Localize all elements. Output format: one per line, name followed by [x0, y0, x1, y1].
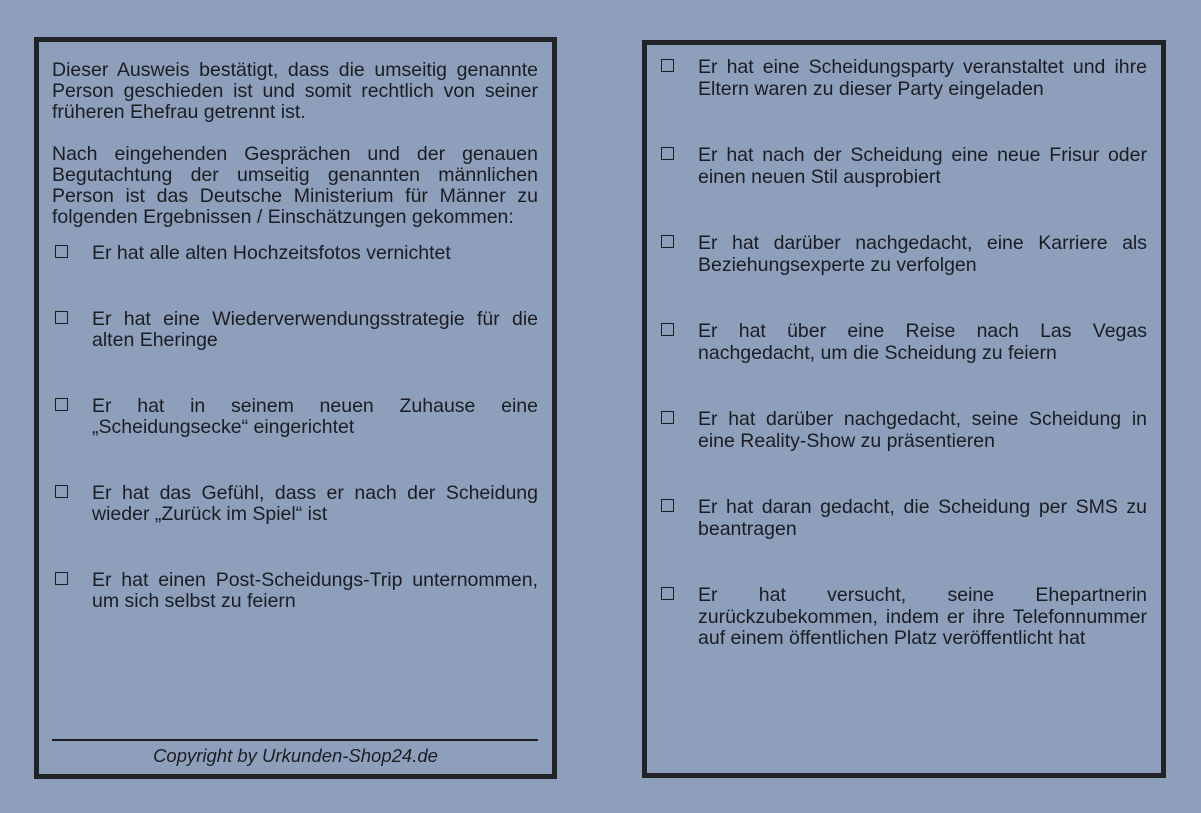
checklist-item[interactable] [658, 497, 1147, 540]
checkbox-icon[interactable] [661, 499, 674, 512]
checklist-item[interactable] [52, 570, 538, 613]
checkbox-icon[interactable] [55, 485, 68, 498]
copyright-notice: Copyright by Urkunden-Shop24.de [153, 745, 438, 766]
left-card [34, 37, 557, 779]
checkbox-icon[interactable] [55, 398, 68, 411]
intro-paragraph-1: Dieser Ausweis bestätigt, dass die umseitig genannte Person geschieden ist und somit rechtlich von seiner früheren Ehefrau getrennt ist. [52, 59, 538, 123]
checklist-item-label: Er hat darüber nachgedacht, eine Karriere als Beziehungsexperte zu verfolgen [698, 232, 1147, 276]
checklist-item-label: Er hat das Gefühl, dass er nach der Scheidung wieder „Zurück im Spiel“ ist [92, 481, 538, 525]
checklist-item[interactable] [52, 243, 538, 265]
checklist-item-label: Er hat versucht, seine Ehepartnerin zurückzubekommen, indem er ihre Telefonnummer auf einem öffentlichen Platz veröffentlicht hat [698, 584, 1147, 649]
checklist-item[interactable] [52, 396, 538, 439]
checklist-item-label: Er hat über eine Reise nach Las Vegas nachgedacht, um die Scheidung zu feiern [698, 320, 1147, 364]
right-card [642, 40, 1166, 778]
checklist-item-label: Er hat in seinem neuen Zuhause eine „Scheidungsecke“ eingerichtet [92, 394, 538, 438]
checkbox-icon[interactable] [661, 235, 674, 248]
checklist-item-label: Er hat darüber nachgedacht, seine Scheidung in eine Reality-Show zu präsentieren [698, 408, 1147, 452]
checklist-item[interactable] [658, 585, 1147, 650]
checklist-item-label: Er hat nach der Scheidung eine neue Frisur oder einen neuen Stil ausprobiert [698, 144, 1147, 188]
intro-paragraph-2: Nach eingehenden Gesprächen und der genauen Begutachtung der umseitig genannten männlichen Person ist das Deutsche Ministerium für Männer zu folgenden Ergebnissen / Einschätzungen gekommen: [52, 143, 538, 228]
checklist-item[interactable] [52, 309, 538, 352]
checkbox-icon[interactable] [661, 587, 674, 600]
checklist-item[interactable] [658, 321, 1147, 364]
left-checklist [52, 243, 538, 613]
checkbox-icon[interactable] [55, 572, 68, 585]
footer-divider [52, 739, 538, 741]
checklist-item[interactable] [52, 483, 538, 526]
checklist-item[interactable] [658, 57, 1147, 100]
checkbox-icon[interactable] [661, 147, 674, 160]
checkbox-icon[interactable] [661, 59, 674, 72]
checklist-item[interactable] [658, 233, 1147, 276]
checklist-item-label: Er hat eine Wiederverwendungsstrategie für die alten Eheringe [92, 307, 538, 351]
checkbox-icon[interactable] [55, 245, 68, 258]
checkbox-icon[interactable] [55, 311, 68, 324]
right-checklist [658, 57, 1147, 650]
checklist-item[interactable] [658, 145, 1147, 188]
checkbox-icon[interactable] [661, 323, 674, 336]
checklist-item-label: Er hat einen Post-Scheidungs-Trip unternommen, um sich selbst zu feiern [92, 568, 538, 612]
checklist-item-label: Er hat alle alten Hochzeitsfotos vernichtet [92, 242, 451, 264]
checkbox-icon[interactable] [661, 411, 674, 424]
checklist-item-label: Er hat daran gedacht, die Scheidung per SMS zu beantragen [698, 496, 1147, 540]
checklist-item[interactable] [658, 409, 1147, 452]
checklist-item-label: Er hat eine Scheidungsparty veranstaltet und ihre Eltern waren zu dieser Party eingeladen [698, 56, 1147, 100]
